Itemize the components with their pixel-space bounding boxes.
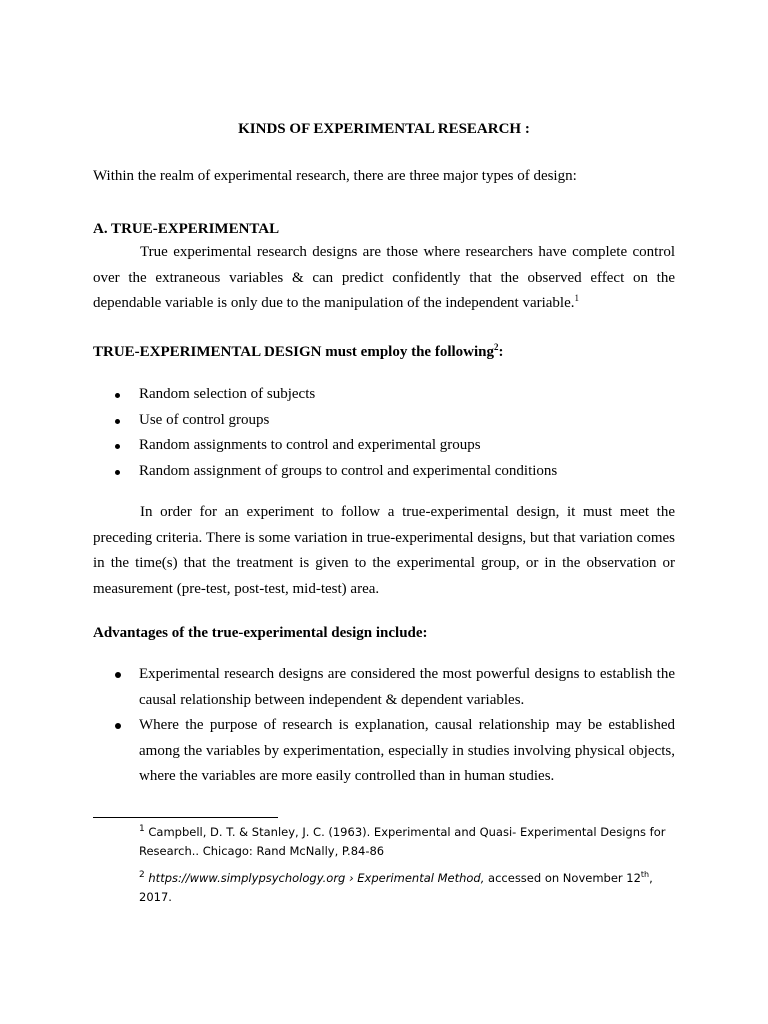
footnote-1 bbox=[139, 823, 679, 861]
requirements-list bbox=[93, 382, 675, 484]
document-title: KINDS OF EXPERIMENTAL RESEARCH : bbox=[238, 121, 530, 137]
bullet-icon bbox=[115, 470, 120, 475]
footnote-1-number: 1 bbox=[139, 824, 145, 835]
list-item-text: Random assignments to control and experimental groups bbox=[139, 437, 481, 453]
list-item bbox=[93, 459, 675, 485]
design-heading-text: TRUE-EXPERIMENTAL DESIGN must employ the following bbox=[93, 344, 495, 360]
section-a-paragraph bbox=[93, 240, 675, 317]
footnote-2-access-text: accessed on November 12 bbox=[484, 871, 641, 885]
list-item bbox=[93, 662, 675, 713]
list-item-text: Where the purpose of research is explanation, causal relationship may be established among the variables by experimentation, especially in studies involving physical objects, where the variables are more easily controlled than in human studies. bbox=[139, 717, 675, 784]
footnote-2-link[interactable]: https://www.simplypsychology.org › Experimental Method, bbox=[148, 871, 485, 885]
list-item bbox=[93, 382, 675, 408]
list-item-text: Random assignment of groups to control and experimental conditions bbox=[139, 462, 558, 479]
footnote-1-text: Campbell, D. T. & Stanley, J. C. (1963). Experimental and Quasi- Experimental Designs for Research.. Chicago: Rand McNally, P.84-86 bbox=[139, 825, 666, 858]
intro-text: Within the realm of experimental research, there are three major types of design: bbox=[93, 168, 577, 184]
list-item-text: Random selection of subjects bbox=[139, 386, 316, 402]
list-item bbox=[93, 433, 675, 459]
bullet-icon bbox=[115, 419, 120, 424]
section-a-paragraph-text: True experimental research designs are those where researchers have complete control over the extraneous variables & can predict confidently that the observed effect on the dependable variable is only due to the manipulation of the independent variable. bbox=[93, 244, 675, 311]
footnote-separator bbox=[93, 817, 278, 818]
footnote-2-ordinal: th bbox=[640, 870, 650, 880]
list-item-text: Use of control groups bbox=[139, 411, 270, 428]
footnote-2 bbox=[139, 869, 679, 907]
section-a-heading: A. TRUE-EXPERIMENTAL bbox=[93, 221, 280, 237]
design-heading-suffix: : bbox=[498, 344, 504, 360]
footnote-ref-1[interactable]: 1 bbox=[574, 293, 580, 303]
footnote-ref-2[interactable]: 2 bbox=[494, 342, 499, 352]
advantages-heading: Advantages of the true-experimental design include: bbox=[93, 625, 428, 641]
footnote-2-year: , 2017. bbox=[139, 871, 653, 904]
bullet-icon bbox=[115, 393, 120, 398]
bullet-icon bbox=[115, 672, 121, 678]
design-heading bbox=[93, 342, 675, 362]
bullet-icon bbox=[115, 444, 120, 449]
bullet-icon bbox=[115, 723, 121, 729]
list-item bbox=[93, 408, 675, 434]
list-item bbox=[93, 713, 675, 790]
footnote-2-number: 2 bbox=[139, 870, 145, 881]
advantages-list bbox=[93, 662, 675, 790]
list-item-text: Experimental research designs are considered the most powerful designs to establish the causal relationship between independent & dependent variables. bbox=[139, 666, 675, 708]
criteria-paragraph: In order for an experiment to follow a true-experimental design, it must meet the preceding criteria. There is some variation in true-experimental designs, but that variation comes in the time(s) that the treatment is given to the experimental group, or in the observation or measurement (pre-test, post-test, mid-test) area. bbox=[93, 504, 675, 597]
